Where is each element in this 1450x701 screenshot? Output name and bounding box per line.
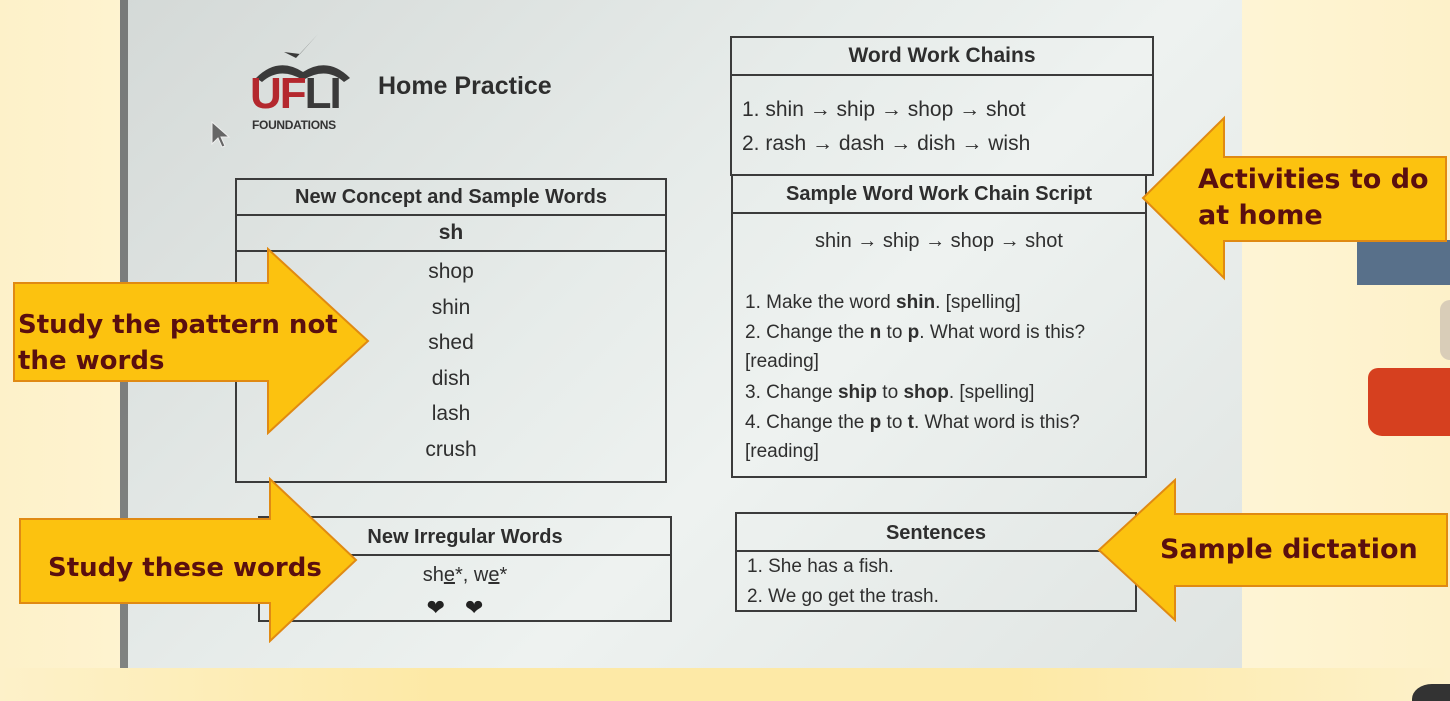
script-title: Sample Word Work Chain Script	[733, 176, 1145, 214]
sentences-title: Sentences	[737, 514, 1135, 552]
decor-tan-shape	[1440, 300, 1450, 360]
chain-line: 1. shin → ship → shop → shot	[742, 98, 1026, 121]
callout-words: Study these words	[48, 553, 322, 583]
page-title: Home Practice	[378, 72, 552, 100]
concept-title: New Concept and Sample Words	[237, 180, 665, 216]
sentences-box	[735, 512, 1137, 612]
script-step: 4. Change the p to t. What word is this? [reading]	[745, 412, 1080, 462]
sentence: 1. She has a fish.	[747, 556, 894, 577]
script-step: 1. Make the word shin. [spelling]	[745, 292, 1021, 313]
logo-subtitle: FOUNDATIONS	[252, 118, 336, 132]
callout-pattern: Study the pattern not the words	[18, 310, 338, 376]
word-work-chains-box	[730, 36, 1154, 176]
sample-word: dish	[431, 366, 471, 390]
sample-word: shop	[428, 260, 474, 283]
chains-title: Word Work Chains	[732, 38, 1152, 76]
sample-word: shin	[431, 295, 471, 319]
concept-pattern: sh	[237, 216, 665, 252]
sentence: 2. We go get the trash.	[747, 586, 939, 607]
irregular-word-list: she*, we*	[422, 564, 508, 586]
sample-word: lash	[431, 402, 471, 425]
logo-wordmark: UFLI	[250, 69, 340, 118]
sample-word: crush	[425, 437, 477, 461]
mouse-cursor-icon	[210, 120, 232, 150]
callout-dictation: Sample dictation	[1160, 534, 1418, 565]
chain-script-box	[731, 176, 1147, 478]
script-chain: shin → ship → shop → shot	[815, 230, 1063, 252]
script-step: 3. Change ship to shop. [spelling]	[745, 382, 1035, 403]
irregular-title: New Irregular Words	[260, 518, 670, 556]
chain-line: 2. rash → dash → dish → wish	[742, 132, 1031, 155]
script-step: 2. Change the n to p. What word is this? [reading]	[745, 322, 1086, 372]
decor-red-shape	[1368, 368, 1450, 436]
sample-word: shed	[428, 331, 474, 354]
bottom-decor-strip	[0, 668, 1450, 701]
heart-icons: ❤❤	[426, 596, 504, 621]
callout-activities: Activities to do at home	[1198, 164, 1429, 231]
